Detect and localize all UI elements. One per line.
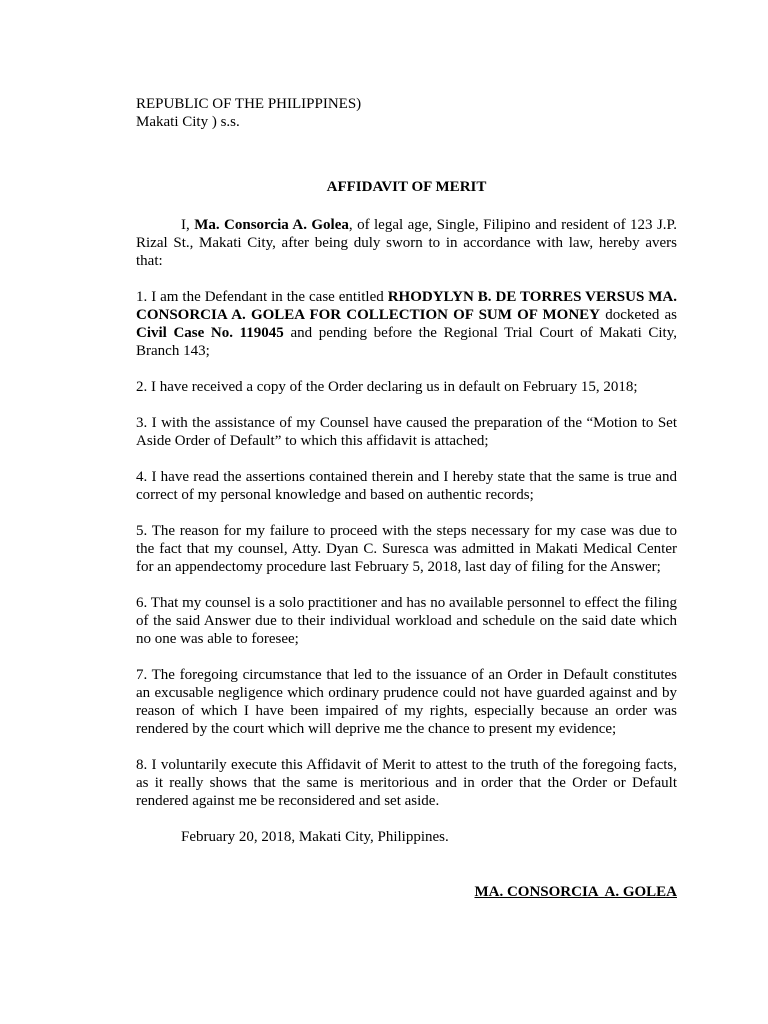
case-title: RHODYLYN B. DE TORRES VERSUS MA. CONSORCIA A. GOLEA FOR COLLECTION OF SUM OF MONEY (136, 289, 677, 323)
paragraph-8: 8. I voluntarily execute this Affidavit of Merit to attest to the truth of the foregoing facts, as it really shows that the same is meritorious and in order that the Order or Default rendered against me be reconsidered and set aside. (136, 757, 677, 809)
paragraph-5: 5. The reason for my failure to proceed with the steps necessary for my case was due to the fact that my counsel, Atty. Dyan C. Suresca was admitted in Makati Medical Center for an appendectomy procedure last February 5, 2018, last day of filing for the Answer; (136, 523, 677, 575)
date-place-line: February 20, 2018, Makati City, Philippines. (181, 829, 449, 845)
intro-paragraph (136, 216, 677, 270)
affiant-name: Ma. Consorcia A. Golea (194, 217, 349, 233)
paragraph-7: 7. The foregoing circumstance that led to the issuance of an Order in Default constitutes an excusable negligence which ordinary prudence could not have guarded against and by reason of which I have been impaired of my rights, especially because an order was rendered by the court which will deprive me the chance to present my evidence; (136, 667, 677, 737)
para1-text-c: docketed as (600, 307, 678, 323)
paragraph-2: 2. I have received a copy of the Order declaring us in default on February 15, 2018; (136, 379, 638, 395)
document-title: AFFIDAVIT OF MERIT (326, 179, 487, 195)
intro-prefix: I, (181, 217, 195, 233)
paragraph-4: 4. I have read the assertions contained therein and I hereby state that the same is true and correct of my personal knowledge and based on authentic records; (136, 469, 677, 503)
signatory-name: MA. CONSORCIA A. GOLEA (474, 884, 677, 900)
paragraph-6: 6. That my counsel is a solo practitioner and has no available personnel to effect the filing of the said Answer due to their individual workload and schedule on the said date which no one was able to foresee; (136, 595, 677, 647)
intro-rest: , of legal age, Single, Filipino and resident of 123 J.P. Rizal St., Makati City, after being duly sworn to in accordance with law, hereby avers that: (136, 217, 677, 269)
affidavit-body (136, 95, 677, 901)
para1-text-e: and pending before the Regional Trial Court of Makati City, Branch 143; (136, 325, 677, 359)
case-number: Civil Case No. 119045 (136, 325, 284, 341)
caption-city: Makati City ) s.s. (136, 114, 240, 130)
paragraph-3: 3. I with the assistance of my Counsel have caused the preparation of the “Motion to Set Aside Order of Default” to which this affidavit is attached; (136, 415, 677, 449)
paragraph-1 (136, 288, 677, 360)
caption-republic: REPUBLIC OF THE PHILIPPINES) (136, 96, 362, 112)
para1-text-a: 1. I am the Defendant in the case entitled (136, 289, 388, 305)
